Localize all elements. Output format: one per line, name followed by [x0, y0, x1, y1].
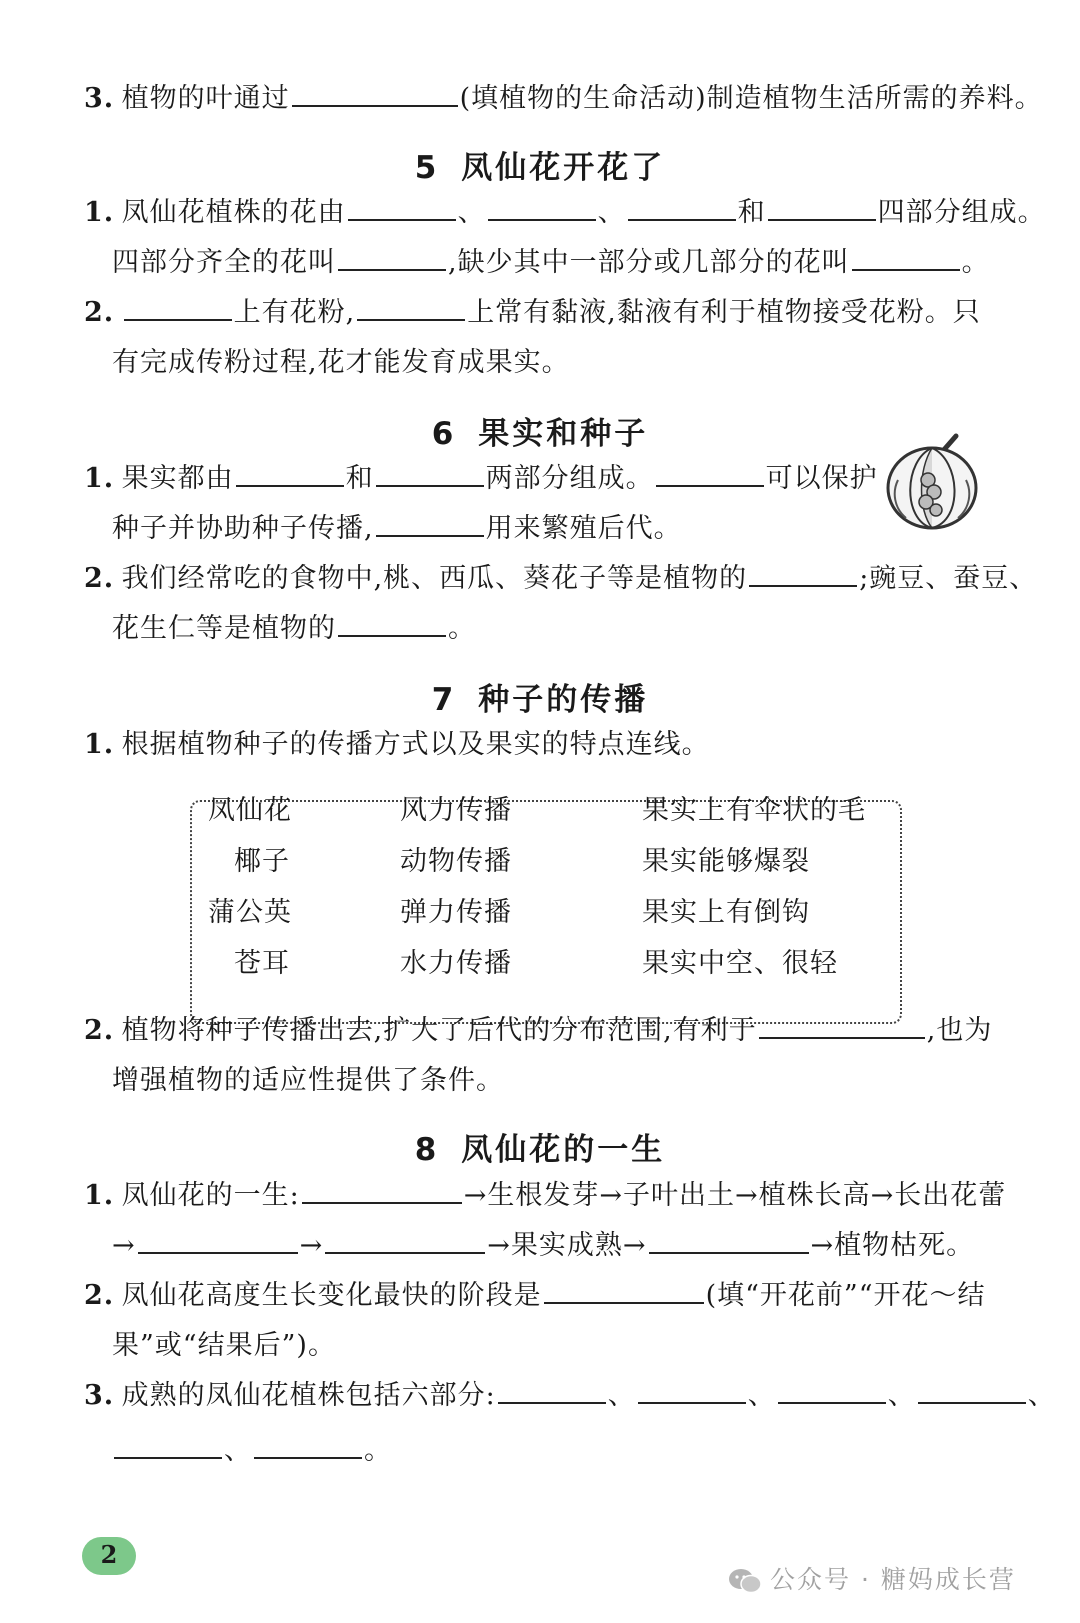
method-item[interactable]: 动物传播: [400, 846, 512, 877]
section-5-title: [0, 142, 1080, 187]
answer-blank[interactable]: [348, 195, 456, 221]
question-text: 四部分组成。: [877, 197, 1046, 228]
answer-blank[interactable]: [768, 195, 876, 221]
question-text: (填植物的生命活动)制造植物生活所需的养料。: [459, 83, 1043, 114]
answer-blank[interactable]: [236, 461, 344, 487]
fruit-illustration-icon: [884, 430, 984, 535]
question-text: (填“开花前”“开花～结: [705, 1280, 986, 1311]
question-number: 3.: [84, 1380, 115, 1411]
method-item[interactable]: 水力传播: [400, 948, 512, 979]
question-number: 2.: [84, 297, 115, 328]
method-item[interactable]: 风力传播: [400, 795, 512, 826]
separator: 、: [607, 1380, 636, 1411]
answer-blank[interactable]: [376, 461, 484, 487]
section-number: 7: [431, 682, 457, 718]
answer-blank[interactable]: [357, 295, 465, 321]
question-text: 四部分齐全的花叫: [112, 247, 336, 278]
question-text: ,缺少其中一部分或几部分的花叫: [448, 247, 850, 278]
s8-question-3-line2: [112, 1432, 392, 1470]
question-text: →: [299, 1230, 324, 1261]
answer-blank[interactable]: [114, 1433, 222, 1459]
separator: 和: [737, 197, 766, 228]
answer-blank[interactable]: [325, 1228, 485, 1254]
question-text: 我们经常吃的食物中,桃、西瓜、葵花子等是植物的: [121, 563, 748, 594]
question-text: 植物将种子传播出去,扩大了后代的分布范围,有利于: [121, 1015, 757, 1046]
plant-item[interactable]: 蒲公英: [208, 897, 292, 928]
s5-question-2-line1: [84, 294, 981, 332]
watermark: [728, 1560, 1016, 1596]
section-7-title: [0, 674, 1080, 719]
feature-item[interactable]: 果实中空、很轻: [642, 948, 838, 979]
question-text: 。: [961, 247, 990, 278]
separator: 、: [887, 1380, 916, 1411]
answer-blank[interactable]: [292, 81, 458, 107]
question-text: 植物的叶通过: [121, 83, 290, 114]
question-text: 成熟的凤仙花植株包括六部分:: [121, 1380, 496, 1411]
question-number: 1.: [84, 463, 115, 494]
section-title: 种子的传播: [478, 682, 649, 718]
question-text: 果”或“结果后”)。: [112, 1330, 336, 1361]
section-number: 5: [414, 150, 440, 186]
answer-blank[interactable]: [759, 1013, 925, 1039]
question-number: 3.: [84, 83, 115, 114]
feature-item[interactable]: 果实上有伞状的毛: [642, 795, 866, 826]
separator: 、: [224, 1435, 252, 1466]
answer-blank[interactable]: [656, 461, 764, 487]
question-number: 2.: [84, 1280, 115, 1311]
plant-item[interactable]: 凤仙花: [208, 795, 292, 826]
separator: 、: [1027, 1380, 1056, 1411]
section-number: 8: [414, 1132, 440, 1168]
question-text: →: [112, 1230, 136, 1261]
question-text: 增强植物的适应性提供了条件。: [112, 1065, 504, 1096]
answer-blank[interactable]: [124, 295, 232, 321]
s5-question-2-line2: [112, 344, 570, 382]
question-text: 用来繁殖后代。: [485, 513, 682, 544]
separator: 、: [747, 1380, 776, 1411]
question-text: 有完成传粉过程,花才能发育成果实。: [112, 347, 570, 378]
answer-blank[interactable]: [138, 1228, 298, 1254]
section-title: 果实和种子: [478, 416, 649, 452]
question-text: →生根发芽→子叶出土→植株长高→长出花蕾: [463, 1180, 1007, 1211]
question-number: 1.: [84, 1180, 115, 1211]
answer-blank[interactable]: [376, 511, 484, 537]
section-8-title: [0, 1124, 1080, 1169]
s7-question-2-line2: [112, 1062, 504, 1100]
question-3-top: [84, 80, 1043, 118]
s6-question-1-line2: [112, 510, 682, 548]
s7-question-1: [84, 726, 710, 764]
question-text: 可以保护: [765, 463, 878, 494]
plant-item[interactable]: 椰子: [234, 846, 290, 877]
s6-question-1-line1: [84, 460, 878, 498]
s5-question-1-line1: [84, 194, 1046, 232]
s8-question-2-line2: [112, 1327, 336, 1365]
answer-blank[interactable]: [338, 611, 446, 637]
answer-blank[interactable]: [302, 1178, 462, 1204]
method-item[interactable]: 弹力传播: [400, 897, 512, 928]
question-text: 根据植物种子的传播方式以及果实的特点连线。: [121, 729, 710, 760]
s8-question-3-line1: [84, 1377, 1056, 1415]
question-text: 上有花粉,: [233, 297, 356, 328]
answer-blank[interactable]: [638, 1378, 746, 1404]
plant-item[interactable]: 苍耳: [234, 948, 290, 979]
answer-blank[interactable]: [918, 1378, 1026, 1404]
question-number: 1.: [84, 197, 115, 228]
question-text: →植物枯死。: [810, 1230, 975, 1261]
answer-blank[interactable]: [749, 561, 857, 587]
s6-question-2-line2: [112, 610, 476, 648]
question-text: 凤仙花高度生长变化最快的阶段是: [121, 1280, 542, 1311]
s7-question-2-line1: [84, 1012, 992, 1050]
question-text: ,也为: [926, 1015, 993, 1046]
question-number: 1.: [84, 729, 115, 760]
answer-blank[interactable]: [498, 1378, 606, 1404]
answer-blank[interactable]: [778, 1378, 886, 1404]
question-number: 2.: [84, 563, 115, 594]
feature-item[interactable]: 果实能够爆裂: [642, 846, 810, 877]
question-text: 果实都由: [121, 463, 234, 494]
question-text: 种子并协助种子传播,: [112, 513, 374, 544]
section-title: 凤仙花的一生: [461, 1132, 666, 1168]
question-text: 和: [345, 463, 374, 494]
question-text: 上常有黏液,黏液有利于植物接受花粉。只: [467, 297, 981, 328]
separator: 、: [457, 197, 486, 228]
separator: 、: [597, 197, 626, 228]
feature-item[interactable]: 果实上有倒钩: [642, 897, 810, 928]
question-text: ;豌豆、蚕豆、: [859, 563, 1038, 594]
s5-question-1-line2: [112, 244, 990, 282]
answer-blank[interactable]: [544, 1278, 704, 1304]
question-text: 。: [448, 613, 476, 644]
section-number: 6: [431, 416, 457, 452]
question-text: 两部分组成。: [485, 463, 654, 494]
answer-blank[interactable]: [649, 1228, 809, 1254]
page-number: 2: [100, 1540, 118, 1569]
s8-question-1-line1: [84, 1177, 1006, 1215]
separator: 。: [364, 1435, 392, 1466]
question-text: 花生仁等是植物的: [112, 613, 336, 644]
question-text: 凤仙花的一生:: [121, 1180, 300, 1211]
watermark-text: 公众号 · 糖妈成长营: [770, 1565, 1016, 1594]
answer-blank[interactable]: [338, 245, 446, 271]
section-title: 凤仙花开花了: [461, 150, 666, 186]
s8-question-1-line2: [112, 1227, 974, 1265]
question-number: 2.: [84, 1015, 115, 1046]
s6-question-2-line1: [84, 560, 1037, 598]
answer-blank[interactable]: [254, 1433, 362, 1459]
answer-blank[interactable]: [628, 195, 736, 221]
wechat-icon: [728, 1567, 762, 1595]
answer-blank[interactable]: [488, 195, 596, 221]
question-text: 凤仙花植株的花由: [121, 197, 346, 228]
s8-question-2-line1: [84, 1277, 986, 1315]
question-text: →果实成熟→: [487, 1230, 647, 1261]
answer-blank[interactable]: [852, 245, 960, 271]
page-number-badge: [82, 1537, 136, 1575]
